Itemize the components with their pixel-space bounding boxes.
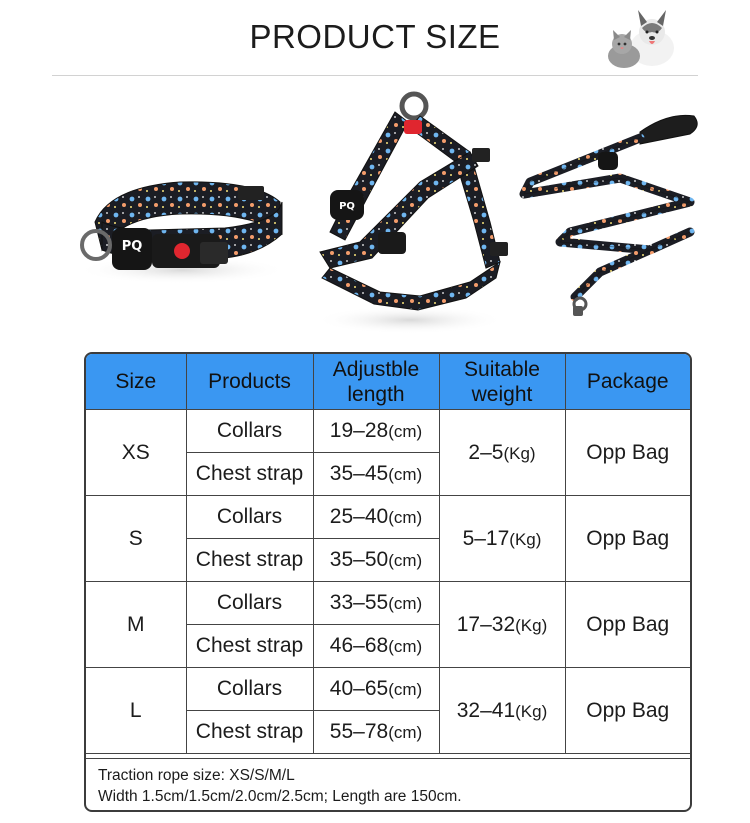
length-value: 33–55 [329, 591, 389, 614]
note-line-2: Width 1.5cm/1.5cm/2.0cm/2.5cm; Length are 150cm. [98, 788, 462, 805]
length-cell [313, 582, 439, 625]
product-cell: Chest strap [186, 711, 313, 754]
length-unit: (cm) [388, 551, 423, 570]
pets-image [600, 8, 680, 70]
length-cell [313, 496, 439, 539]
product-cell: Chest strap [186, 625, 313, 668]
length-cell [313, 410, 439, 453]
length-cell [313, 711, 439, 754]
product-cell: Chest strap [186, 453, 313, 496]
weight-value: 17–32 [456, 612, 516, 636]
size-cell: M [86, 582, 186, 668]
header-products: Products [186, 354, 313, 410]
length-value: 35–50 [329, 548, 389, 571]
package-cell: Opp Bag [565, 410, 690, 496]
weight-value: 5–17 [462, 526, 510, 550]
divider [52, 75, 698, 76]
length-unit: (cm) [388, 508, 423, 527]
size-table [84, 352, 692, 812]
weight-cell [439, 582, 565, 668]
length-value: 25–40 [329, 505, 389, 528]
length-value: 46–68 [329, 634, 389, 657]
weight-cell [439, 410, 565, 496]
weight-value: 2–5 [468, 440, 504, 464]
harness-image [315, 94, 508, 334]
weight-unit: (Kg) [503, 443, 536, 463]
header-package: Package [565, 354, 690, 410]
size-cell: S [86, 496, 186, 582]
package-cell: Opp Bag [565, 496, 690, 582]
size-cell: XS [86, 410, 186, 496]
length-unit: (cm) [388, 637, 423, 656]
svg-text:PQ: PQ [121, 239, 143, 254]
header-size: Size [86, 354, 186, 410]
length-cell [313, 668, 439, 711]
svg-text:PQ: PQ [339, 201, 355, 212]
length-unit: (cm) [388, 680, 423, 699]
header-length: Adjustble length [313, 354, 439, 410]
table-row [86, 496, 690, 539]
note-line-1: Traction rope size: XS/S/M/L [98, 767, 295, 784]
length-unit: (cm) [388, 465, 423, 484]
length-cell [313, 453, 439, 496]
length-unit: (cm) [388, 723, 423, 742]
length-value: 19–28 [329, 419, 389, 442]
product-cell: Collars [186, 410, 313, 453]
weight-unit: (Kg) [509, 529, 542, 549]
table-row [86, 668, 690, 711]
page-title: PRODUCT SIZE [249, 18, 501, 55]
length-cell [313, 625, 439, 668]
product-cell: Collars [186, 496, 313, 539]
size-cell: L [86, 668, 186, 754]
traction-rope-note [86, 758, 690, 810]
table-row [86, 410, 690, 453]
leash-image [524, 115, 697, 316]
product-cell: Chest strap [186, 539, 313, 582]
length-value: 35–45 [329, 462, 389, 485]
table-row [86, 582, 690, 625]
product-cell: Collars [186, 668, 313, 711]
products-image [0, 82, 750, 344]
table-header-row [86, 354, 690, 410]
length-value: 40–65 [329, 677, 389, 700]
header-weight: Suitable weight [439, 354, 565, 410]
weight-unit: (Kg) [515, 701, 548, 721]
header [0, 0, 750, 78]
package-cell: Opp Bag [565, 582, 690, 668]
length-value: 55–78 [329, 720, 389, 743]
weight-cell [439, 668, 565, 754]
length-cell [313, 539, 439, 582]
collar-image [77, 182, 287, 284]
weight-cell [439, 496, 565, 582]
weight-unit: (Kg) [515, 615, 548, 635]
length-unit: (cm) [388, 594, 423, 613]
weight-value: 32–41 [456, 698, 516, 722]
product-cell: Collars [186, 582, 313, 625]
length-unit: (cm) [388, 422, 423, 441]
package-cell: Opp Bag [565, 668, 690, 754]
